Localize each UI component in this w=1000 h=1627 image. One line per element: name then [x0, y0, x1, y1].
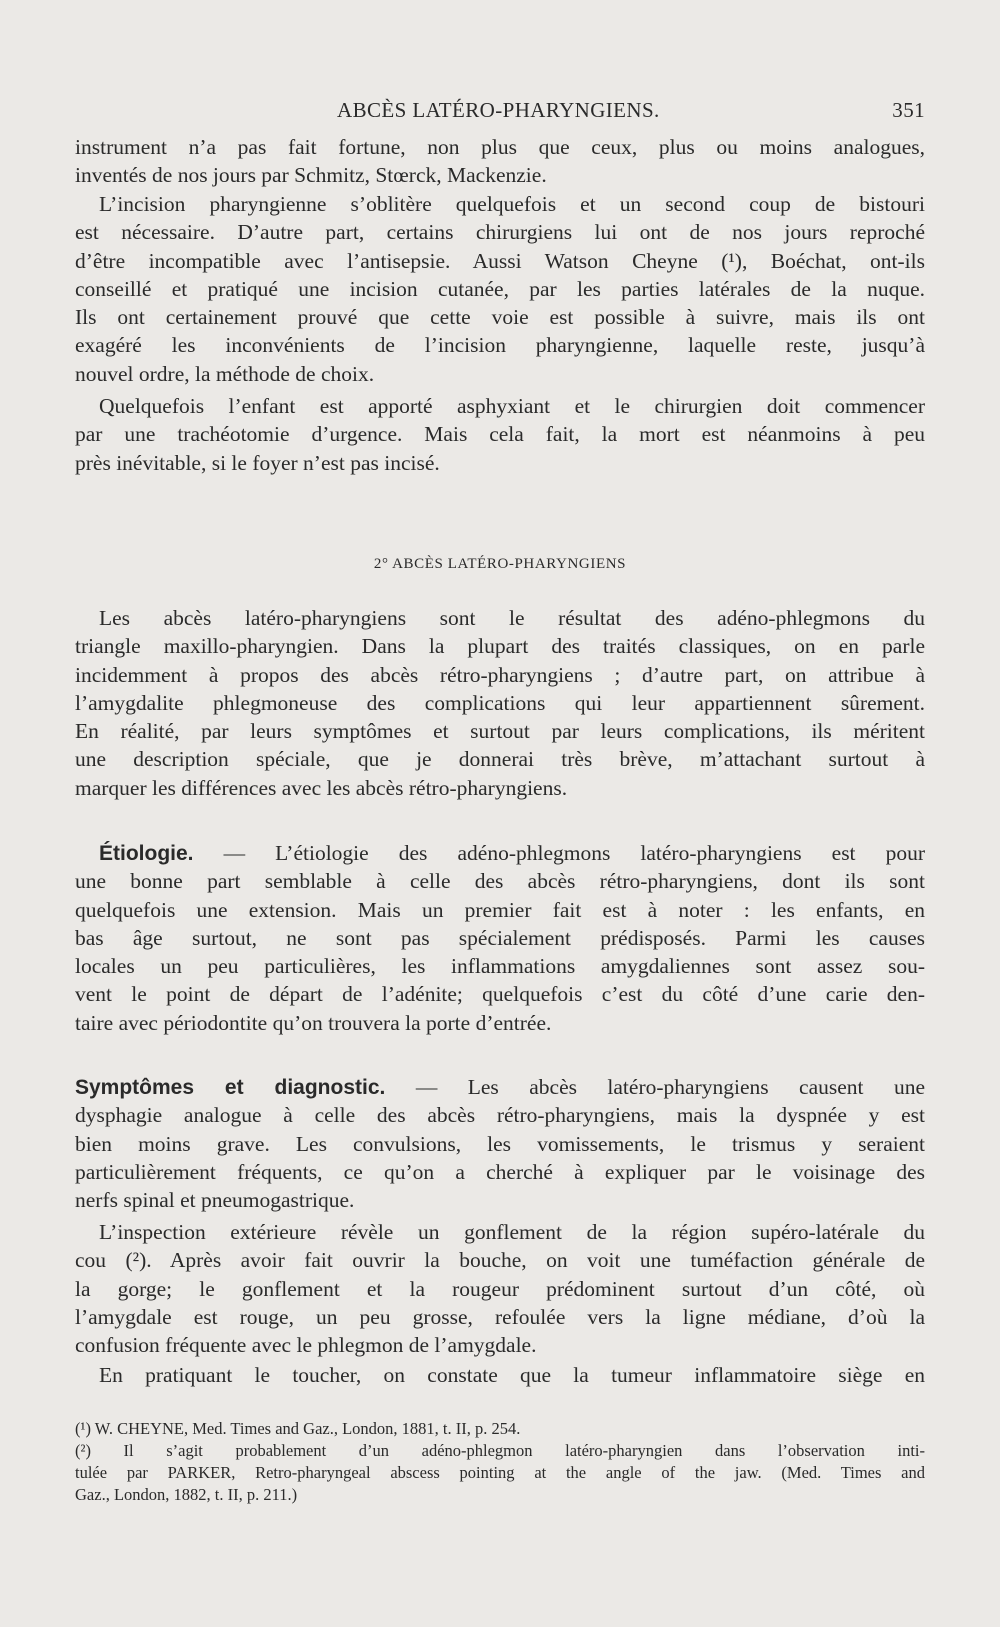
text-line: particulièrement fréquents, ce qu’on a cherché à expliquer par le voisinage des [75, 1159, 925, 1184]
text-line: est nécessaire. D’autre part, certains chirurgiens lui ont de nos jours reproché [75, 220, 925, 245]
text-line: près inévitable, si le foyer n’est pas incisé. [75, 450, 440, 475]
text-line: d’être incompatible avec l’antisepsie. Aussi Watson Cheyne (¹), Boéchat, ont-ils [75, 248, 925, 273]
text-line: bien moins grave. Les convulsions, les vomissements, le trismus y seraient [75, 1131, 925, 1156]
text-line: marquer les différences avec les abcès rétro-pharyngiens. [75, 775, 568, 800]
text-line: Les abcès latéro-pharyngiens sont le résultat des adéno-phlegmons du [99, 606, 925, 630]
text-line: quelquefois une extension. Mais un premier fait est à noter : les enfants, en [75, 897, 925, 922]
text-line: locales un peu particulières, les inflammations amygdaliennes sont assez sou- [75, 954, 925, 979]
section-title: 2° ABCÈS LATÉRO-PHARYNGIENS [373, 556, 627, 572]
etiologie-heading: Étiologie. [99, 842, 194, 865]
text-line: instrument n’a pas fait fortune, non plus que ceux, plus ou moins analogues, [75, 135, 925, 159]
paragraph-symptomes [75, 1073, 925, 1214]
text-line: incidemment à propos des abcès rétro-pharyngiens ; d’autre part, on attribue à [75, 662, 925, 687]
footnote-2-line: (²) Il s’agit probablement d’un adéno-phlegmon latéro-pharyngien dans l’observation inti- [75, 1441, 925, 1460]
text-line [75, 1073, 925, 1101]
text-run: — L’étiologie des adéno-phlegmons latéro-pharyngiens est pour [223, 841, 926, 865]
text-line: Quelquefois l’enfant est apporté asphyxiant et le chirurgien doit commencer [99, 394, 925, 418]
text-line: une bonne part semblable à celle des abcès rétro-pharyngiens, dont ils sont [75, 869, 925, 894]
text-line: confusion fréquente avec le phlegmon de l’amygdale. [75, 1333, 537, 1358]
paragraph-continuation [75, 133, 925, 190]
text-line: une description spéciale, que je donnerai très brève, m’attachant surtout à [75, 747, 925, 772]
symptomes-heading: Symptômes et diagnostic. [75, 1076, 386, 1099]
footnote-1: (¹) W. CHEYNE, Med. Times and Gaz., London, 1881, t. II, p. 254. [75, 1419, 521, 1438]
footnote-2-line: tulée par PARKER, Retro-pharyngeal abscess pointing at the angle of the jaw. (Med. Times and [75, 1463, 925, 1482]
text-line: vent le point de départ de l’adénite; quelquefois c’est du côté d’une carie den- [75, 982, 925, 1007]
paragraph-etiologie [75, 839, 925, 1037]
text-line: triangle maxillo-pharyngien. Dans la plupart des traités classiques, on en parle [75, 634, 925, 659]
text-line: L’inspection extérieure révèle un gonflement de la région supéro-latérale du [99, 1220, 925, 1244]
text-run: — Les abcès latéro-pharyngiens causent une [415, 1075, 925, 1099]
text-line: En pratiquant le toucher, on constate que la tumeur inflammatoire siège en [99, 1363, 925, 1387]
text-line: nouvel ordre, la méthode de choix. [75, 361, 375, 386]
text-line: inventés de nos jours par Schmitz, Stœrck, Mackenzie. [75, 163, 547, 188]
text-line: cou (²). Après avoir fait ouvrir la bouche, on voit une tuméfaction générale de [75, 1248, 925, 1273]
running-header [75, 98, 925, 123]
page-number: 351 [892, 98, 925, 122]
text-line: nerfs spinal et pneumogastrique. [75, 1188, 355, 1213]
text-line: En réalité, par leurs symptômes et surtout par leurs complications, ils méritent [75, 719, 925, 744]
text-line: taire avec périodontite qu’on trouvera la porte d’entrée. [75, 1010, 552, 1035]
text-line: conseillé et pratiqué une incision cutanée, par les parties latérales de la nuque. [75, 276, 925, 301]
text-line: L’incision pharyngienne s’oblitère quelquefois et un second coup de bistouri [99, 192, 925, 216]
text-line: bas âge surtout, ne sont pas spécialement prédisposés. Parmi les causes [75, 925, 925, 950]
paragraph-intro [75, 604, 925, 802]
text-line: exagéré les inconvénients de l’incision pharyngienne, laquelle reste, jusqu’à [75, 333, 925, 358]
footnote-2-line: Gaz., London, 1882, t. II, p. 211.) [75, 1485, 298, 1504]
footnotes [75, 1418, 925, 1506]
text-line [75, 839, 925, 867]
text-line: l’amygdalite phlegmoneuse des complications qui leur appartiennent sûrement. [75, 690, 925, 715]
text-line: l’amygdale est rouge, un peu grosse, refoulée vers la ligne médiane, d’où la [75, 1304, 925, 1329]
paragraph-incision [75, 190, 925, 388]
text-line: Ils ont certainement prouvé que cette voie est possible à suivre, mais ils ont [75, 305, 925, 330]
text-line: la gorge; le gonflement et la rougeur prédominent surtout d’un côté, où [75, 1276, 925, 1301]
text-line: dysphagie analogue à celle des abcès rétro-pharyngiens, mais la dyspnée y est [75, 1103, 925, 1128]
text-line: par une trachéotomie d’urgence. Mais cela fait, la mort est néanmoins à peu [75, 422, 925, 447]
header-title: ABCÈS LATÉRO-PHARYNGIENS. [337, 98, 660, 122]
paragraph-inspection [75, 1218, 925, 1359]
paragraph-asphyxie [75, 392, 925, 477]
paragraph-toucher [75, 1361, 925, 1389]
